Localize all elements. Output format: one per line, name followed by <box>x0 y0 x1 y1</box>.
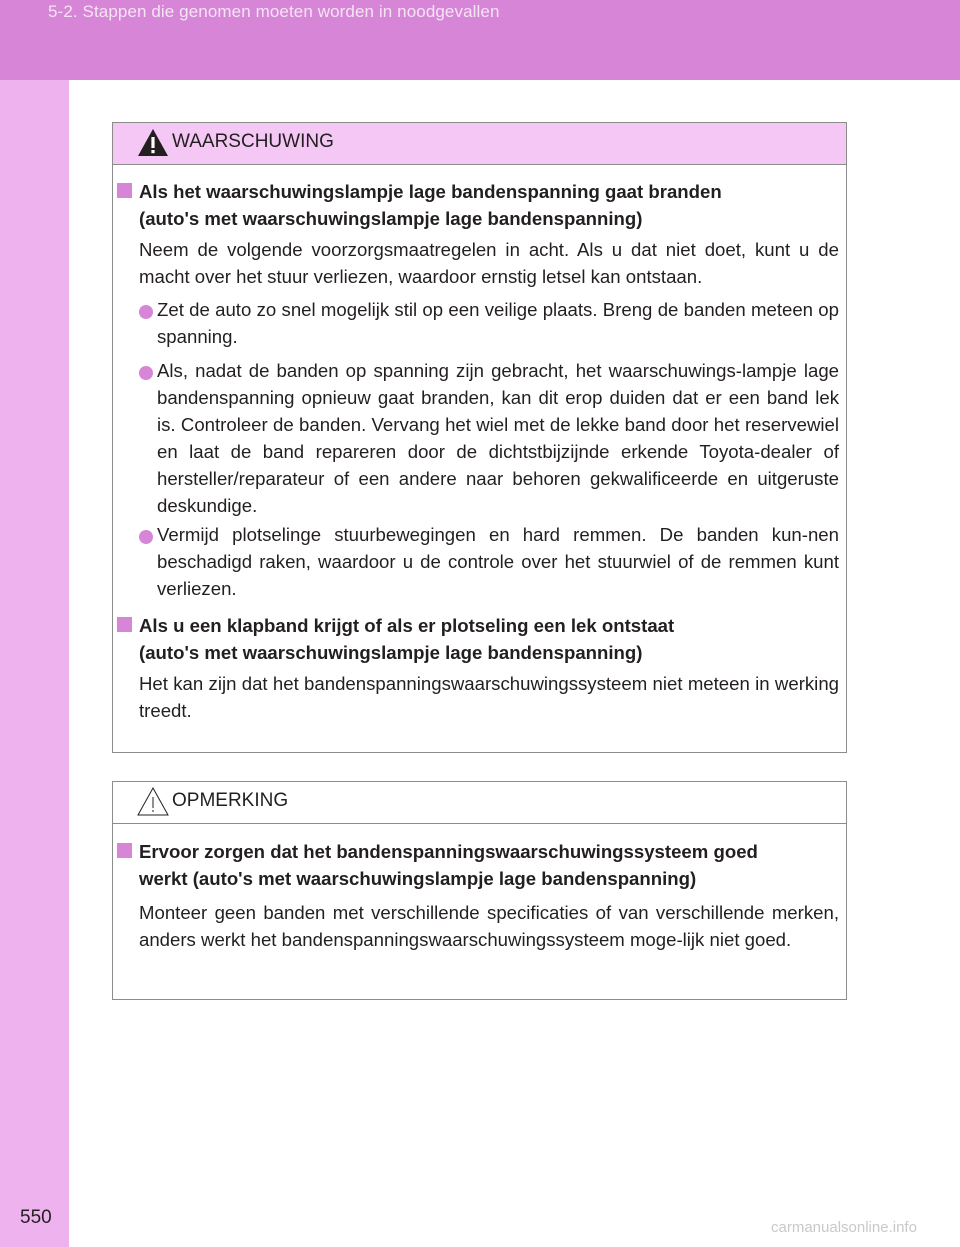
warning-box-title: WAARSCHUWING <box>172 131 334 152</box>
warning-triangle-icon <box>135 126 171 159</box>
square-bullet-icon <box>117 183 132 198</box>
section-heading: Ervoor zorgen dat het bandenspanningswaarschuwingssysteem goed werkt (auto's met waarschuwingslampje lage bandenspanning) <box>117 838 839 892</box>
square-bullet-icon <box>117 617 132 632</box>
square-bullet-icon <box>117 843 132 858</box>
page-number: 550 <box>20 1207 52 1228</box>
side-band <box>0 80 69 1247</box>
section-paragraph: Neem de volgende voorzorgsmaatregelen in acht. Als u dat niet doet, kunt u de macht over het stuur verliezen, waardoor ernstig letsel kan ontstaan. <box>139 239 839 287</box>
section-title: 5-2. Stappen die genomen moeten worden in noodgevallen <box>48 2 500 21</box>
bullet-text: Als, nadat de banden op spanning zijn gebracht, het waarschuwings-lampje lage bandenspanning opnieuw gaat branden, kan dit erop duiden dat er een band lek is. Controleer de banden. Vervang het wiel met de lekke band door het reservewiel en laat de band repareren door de dichtstbijzijnde erkende Toyota-dealer of hersteller/reparateur of een andere naar behoren gekwalificeerde en uitgeruste deskundige. <box>157 360 839 516</box>
note-box <box>112 781 847 1000</box>
warning-box <box>112 122 847 753</box>
bullet-dot-icon <box>139 305 153 319</box>
warning-box-header <box>113 123 846 165</box>
caution-triangle-outline-icon <box>135 785 171 818</box>
header-band <box>0 0 960 80</box>
section-paragraph: Monteer geen banden met verschillende specificaties of van verschillende merken, anders werkt het bandenspanningswaarschuwingssysteem moge-lijk niet goed. <box>139 902 839 950</box>
note-box-header <box>113 782 846 824</box>
watermark: carmanualsonline.info <box>771 1219 917 1236</box>
section-heading: Als het waarschuwingslampje lage bandenspanning gaat branden (auto's met waarschuwingslampje lage bandenspanning) <box>117 178 839 232</box>
bullet-text: Vermijd plotselinge stuurbewegingen en hard remmen. De banden kun-nen beschadigd raken, waardoor u de controle over het stuurwiel of de remmen kunt verliezen. <box>157 524 839 599</box>
bullet-text: Zet de auto zo snel mogelijk stil op een veilige plaats. Breng de banden meteen op spanning. <box>157 299 839 347</box>
section-heading: Als u een klapband krijgt of als er plotseling een lek ontstaat (auto's met waarschuwingslampje lage bandenspanning) <box>117 612 839 666</box>
section-paragraph: Het kan zijn dat het bandenspanningswaarschuwingssysteem niet meteen in werking treedt. <box>139 673 839 721</box>
bullet-dot-icon <box>139 530 153 544</box>
note-box-title: OPMERKING <box>172 790 289 811</box>
bullet-dot-icon <box>139 366 153 380</box>
